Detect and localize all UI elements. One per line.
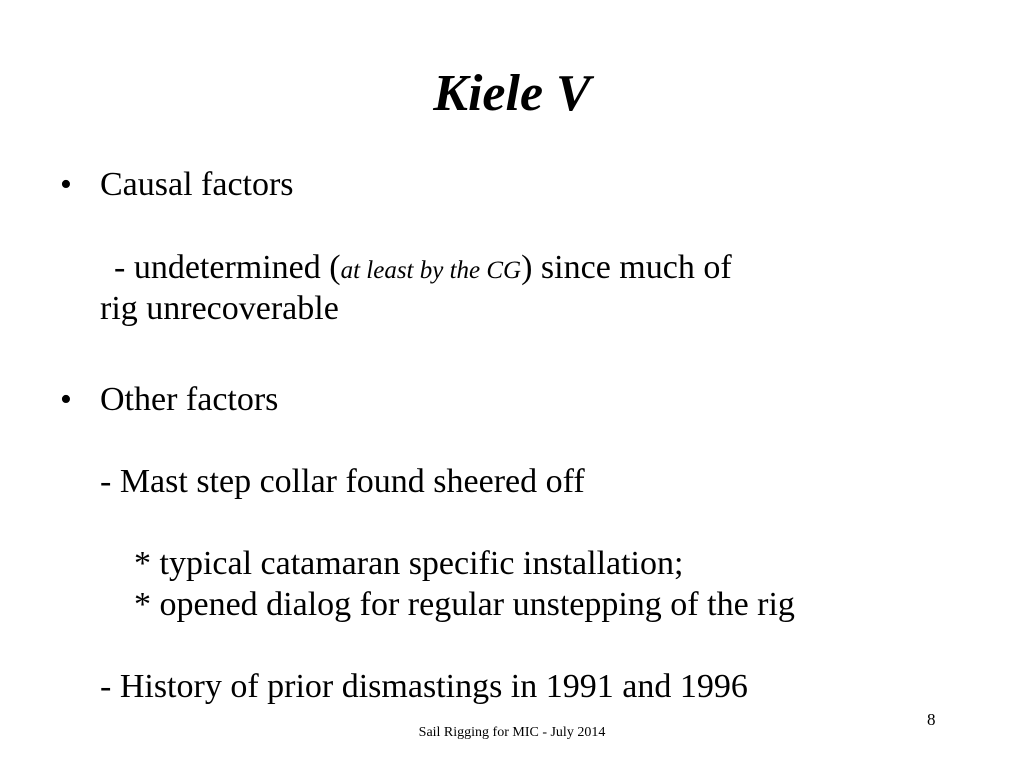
causal-detail-line xyxy=(114,248,732,291)
slide-title: Kiele V xyxy=(433,65,591,122)
causal-detail-line-2: rig unrecoverable xyxy=(100,290,339,327)
bullet-marker: • xyxy=(60,381,72,418)
bullet-heading-other-factors: Other factors xyxy=(100,381,279,418)
slide-footer: Sail Rigging for MIC - July 2014 xyxy=(418,725,606,740)
other-factor-item-mast-step: - Mast step collar found sheered off xyxy=(100,463,585,500)
page-number: 8 xyxy=(927,710,936,729)
causal-detail-italic: at least by the CG xyxy=(340,257,522,284)
bullet-heading-causal-factors: Causal factors xyxy=(100,166,294,203)
other-factor-subitem-catamaran: * typical catamaran specific installation; xyxy=(134,545,684,582)
other-factor-subitem-dialog: * opened dialog for regular unstepping of the rig xyxy=(134,586,795,623)
other-factor-item-history: - History of prior dismastings in 1991 and 1996 xyxy=(100,668,748,705)
bullet-marker: • xyxy=(60,166,72,203)
causal-detail-prefix: - undetermined ( xyxy=(114,249,341,286)
causal-detail-suffix: ) since much of xyxy=(521,249,732,286)
